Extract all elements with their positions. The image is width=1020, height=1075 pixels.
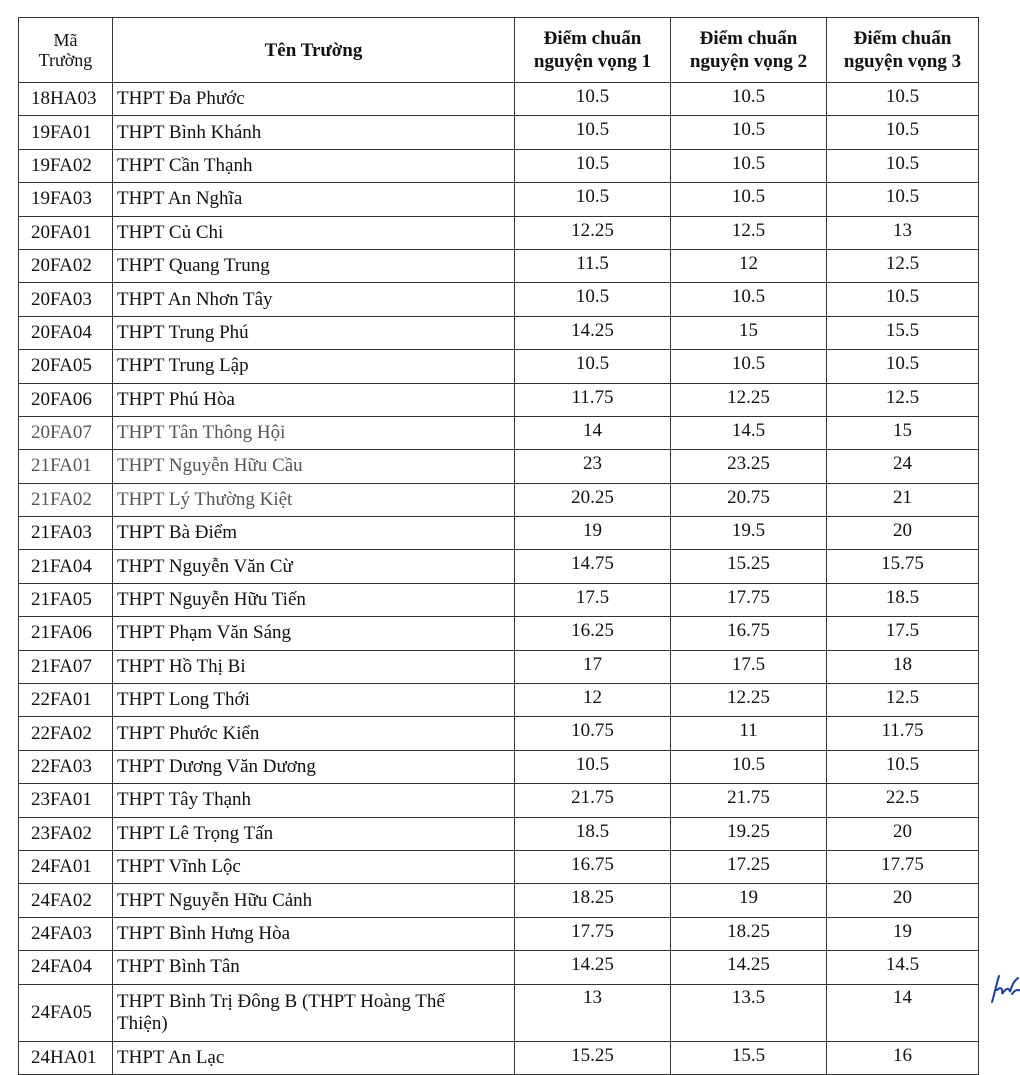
score-nv3: 18.5 [827,583,979,616]
table-row [19,951,979,984]
score-nv1: 18.25 [515,884,671,917]
school-code: 20FA03 [19,283,113,316]
score-nv2: 14.5 [671,416,827,449]
score-nv3: 14 [827,984,979,1041]
score-nv3: 20 [827,884,979,917]
score-table-sheet [18,17,979,1075]
header-score-nv1-text: Điểm chuẩn nguyện vọng 1 [533,28,652,72]
score-nv1: 16.25 [515,617,671,650]
score-nv3: 20 [827,817,979,850]
table-row [19,684,979,717]
school-code: 19FA03 [19,183,113,216]
school-code: 21FA04 [19,550,113,583]
school-code: 21FA02 [19,483,113,516]
table-row [19,216,979,249]
score-nv2: 19.25 [671,817,827,850]
header-score-nv1 [515,18,671,83]
table-row [19,316,979,349]
score-nv2: 17.75 [671,583,827,616]
score-nv3: 21 [827,483,979,516]
score-nv1: 11.5 [515,249,671,282]
table-row [19,149,979,182]
school-name: THPT Dương Văn Dương [113,750,515,783]
table-row [19,416,979,449]
table-row [19,517,979,550]
score-nv1: 14.75 [515,550,671,583]
school-name: THPT An Nhơn Tây [113,283,515,316]
score-nv1: 10.5 [515,149,671,182]
score-nv1: 10.5 [515,283,671,316]
score-nv2: 17.5 [671,650,827,683]
score-nv2: 20.75 [671,483,827,516]
table-row [19,850,979,883]
school-name: THPT Bình Khánh [113,116,515,149]
table-row [19,583,979,616]
score-nv1: 18.5 [515,817,671,850]
header-score-nv2-text: Điểm chuẩn nguyện vọng 2 [689,28,808,72]
score-nv1: 10.5 [515,83,671,116]
table-row [19,183,979,216]
score-nv3: 12.5 [827,383,979,416]
score-nv1: 14.25 [515,951,671,984]
school-name: THPT Phú Hòa [113,383,515,416]
score-nv3: 15.75 [827,550,979,583]
school-code: 21FA06 [19,617,113,650]
school-name: THPT Lê Trọng Tấn [113,817,515,850]
score-nv1: 10.5 [515,116,671,149]
score-nv1: 23 [515,450,671,483]
school-name: THPT Bình Hưng Hòa [113,917,515,950]
school-name: THPT An Nghĩa [113,183,515,216]
score-nv3: 12.5 [827,249,979,282]
score-nv1: 21.75 [515,784,671,817]
score-nv3: 16 [827,1041,979,1074]
score-nv3: 13 [827,216,979,249]
score-nv3: 11.75 [827,717,979,750]
school-name: THPT Trung Phú [113,316,515,349]
score-nv2: 16.75 [671,617,827,650]
score-nv1: 13 [515,984,671,1041]
table-row [19,917,979,950]
score-nv3: 24 [827,450,979,483]
score-nv2: 12.25 [671,684,827,717]
score-nv2: 21.75 [671,784,827,817]
school-name: THPT Hồ Thị Bi [113,650,515,683]
table-row [19,116,979,149]
score-nv2: 19.5 [671,517,827,550]
score-nv3: 22.5 [827,784,979,817]
score-nv1: 10.5 [515,350,671,383]
school-name: THPT Nguyễn Hữu Cầu [113,450,515,483]
score-nv1: 19 [515,517,671,550]
score-nv3: 15 [827,416,979,449]
score-nv1: 12 [515,684,671,717]
school-code: 23FA02 [19,817,113,850]
score-nv1: 12.25 [515,216,671,249]
score-nv3: 10.5 [827,83,979,116]
school-name: THPT Tân Thông Hội [113,416,515,449]
school-code: 24FA01 [19,850,113,883]
table-row [19,984,979,1041]
score-nv2: 10.5 [671,283,827,316]
table-row [19,717,979,750]
score-nv2: 17.25 [671,850,827,883]
school-code: 21FA03 [19,517,113,550]
school-name: THPT Phước Kiển [113,717,515,750]
school-name: THPT An Lạc [113,1041,515,1074]
school-name: THPT Cần Thạnh [113,149,515,182]
score-nv2: 10.5 [671,83,827,116]
header-score-nv3-text: Điểm chuẩn nguyện vọng 3 [843,28,962,72]
school-code: 19FA01 [19,116,113,149]
school-code: 20FA04 [19,316,113,349]
score-nv1: 10.5 [515,750,671,783]
table-header-row [19,18,979,83]
score-nv3: 10.5 [827,350,979,383]
school-code: 20FA05 [19,350,113,383]
score-nv3: 18 [827,650,979,683]
score-nv1: 14.25 [515,316,671,349]
score-nv2: 10.5 [671,183,827,216]
table-row [19,784,979,817]
table-row [19,884,979,917]
score-nv2: 15.25 [671,550,827,583]
table-row [19,450,979,483]
score-nv3: 17.5 [827,617,979,650]
header-score-nv3 [827,18,979,83]
school-name: THPT Củ Chi [113,216,515,249]
school-code: 18HA03 [19,83,113,116]
school-name: THPT Quang Trung [113,249,515,282]
table-row [19,83,979,116]
score-nv1: 17.5 [515,583,671,616]
score-nv3: 10.5 [827,183,979,216]
school-name: THPT Long Thới [113,684,515,717]
handwritten-signature [988,972,1020,1006]
score-nv2: 12 [671,249,827,282]
school-code: 21FA01 [19,450,113,483]
score-nv2: 23.25 [671,450,827,483]
school-code: 24FA04 [19,951,113,984]
score-nv2: 10.5 [671,750,827,783]
score-nv2: 12.5 [671,216,827,249]
score-nv1: 10.75 [515,717,671,750]
school-code: 22FA03 [19,750,113,783]
score-nv3: 10.5 [827,116,979,149]
table-row [19,650,979,683]
school-code: 21FA07 [19,650,113,683]
school-code: 24FA02 [19,884,113,917]
table-row [19,817,979,850]
score-nv1: 15.25 [515,1041,671,1074]
score-nv2: 10.5 [671,350,827,383]
score-nv3: 10.5 [827,750,979,783]
school-name: THPT Vĩnh Lộc [113,850,515,883]
school-name: THPT Lý Thường Kiệt [113,483,515,516]
score-nv1: 17.75 [515,917,671,950]
header-school-code [19,18,113,83]
school-name: THPT Nguyễn Hữu Tiến [113,583,515,616]
score-nv2: 13.5 [671,984,827,1041]
score-nv3: 14.5 [827,951,979,984]
school-code: 22FA02 [19,717,113,750]
header-school-name: Tên Trường [113,18,515,83]
school-name: THPT Tây Thạnh [113,784,515,817]
table-row [19,383,979,416]
table-row [19,249,979,282]
table-row [19,350,979,383]
score-nv3: 19 [827,917,979,950]
school-code: 20FA01 [19,216,113,249]
table-row [19,483,979,516]
admission-score-table [18,17,979,1075]
score-nv1: 10.5 [515,183,671,216]
score-nv2: 10.5 [671,149,827,182]
score-nv1: 17 [515,650,671,683]
school-code: 19FA02 [19,149,113,182]
header-score-nv2 [671,18,827,83]
score-nv2: 18.25 [671,917,827,950]
score-nv2: 14.25 [671,951,827,984]
score-nv3: 10.5 [827,149,979,182]
score-nv2: 11 [671,717,827,750]
score-nv1: 14 [515,416,671,449]
table-row [19,1041,979,1074]
school-code: 21FA05 [19,583,113,616]
school-name: THPT Đa Phước [113,83,515,116]
score-nv1: 20.25 [515,483,671,516]
score-nv1: 16.75 [515,850,671,883]
score-nv3: 17.75 [827,850,979,883]
score-nv2: 15.5 [671,1041,827,1074]
school-name: THPT Bà Điểm [113,517,515,550]
school-name: THPT Trung Lập [113,350,515,383]
table-row [19,283,979,316]
score-nv2: 15 [671,316,827,349]
score-nv3: 15.5 [827,316,979,349]
score-nv2: 19 [671,884,827,917]
score-nv3: 10.5 [827,283,979,316]
school-name: THPT Nguyễn Văn Cừ [113,550,515,583]
school-code: 23FA01 [19,784,113,817]
school-code: 22FA01 [19,684,113,717]
school-code: 20FA02 [19,249,113,282]
school-name: THPT Bình Tân [113,951,515,984]
school-code: 24HA01 [19,1041,113,1074]
school-code: 20FA06 [19,383,113,416]
score-nv3: 12.5 [827,684,979,717]
table-row [19,550,979,583]
school-name: THPT Nguyễn Hữu Cảnh [113,884,515,917]
score-nv2: 12.25 [671,383,827,416]
header-school-code-text: Mã Trường [38,30,93,70]
table-row [19,617,979,650]
school-code: 24FA05 [19,984,113,1041]
school-name: THPT Phạm Văn Sáng [113,617,515,650]
school-code: 24FA03 [19,917,113,950]
score-nv1: 11.75 [515,383,671,416]
score-nv2: 10.5 [671,116,827,149]
table-row [19,750,979,783]
school-name: THPT Bình Trị Đông B (THPT Hoàng Thế Thiện) [113,984,515,1041]
school-code: 20FA07 [19,416,113,449]
score-nv3: 20 [827,517,979,550]
